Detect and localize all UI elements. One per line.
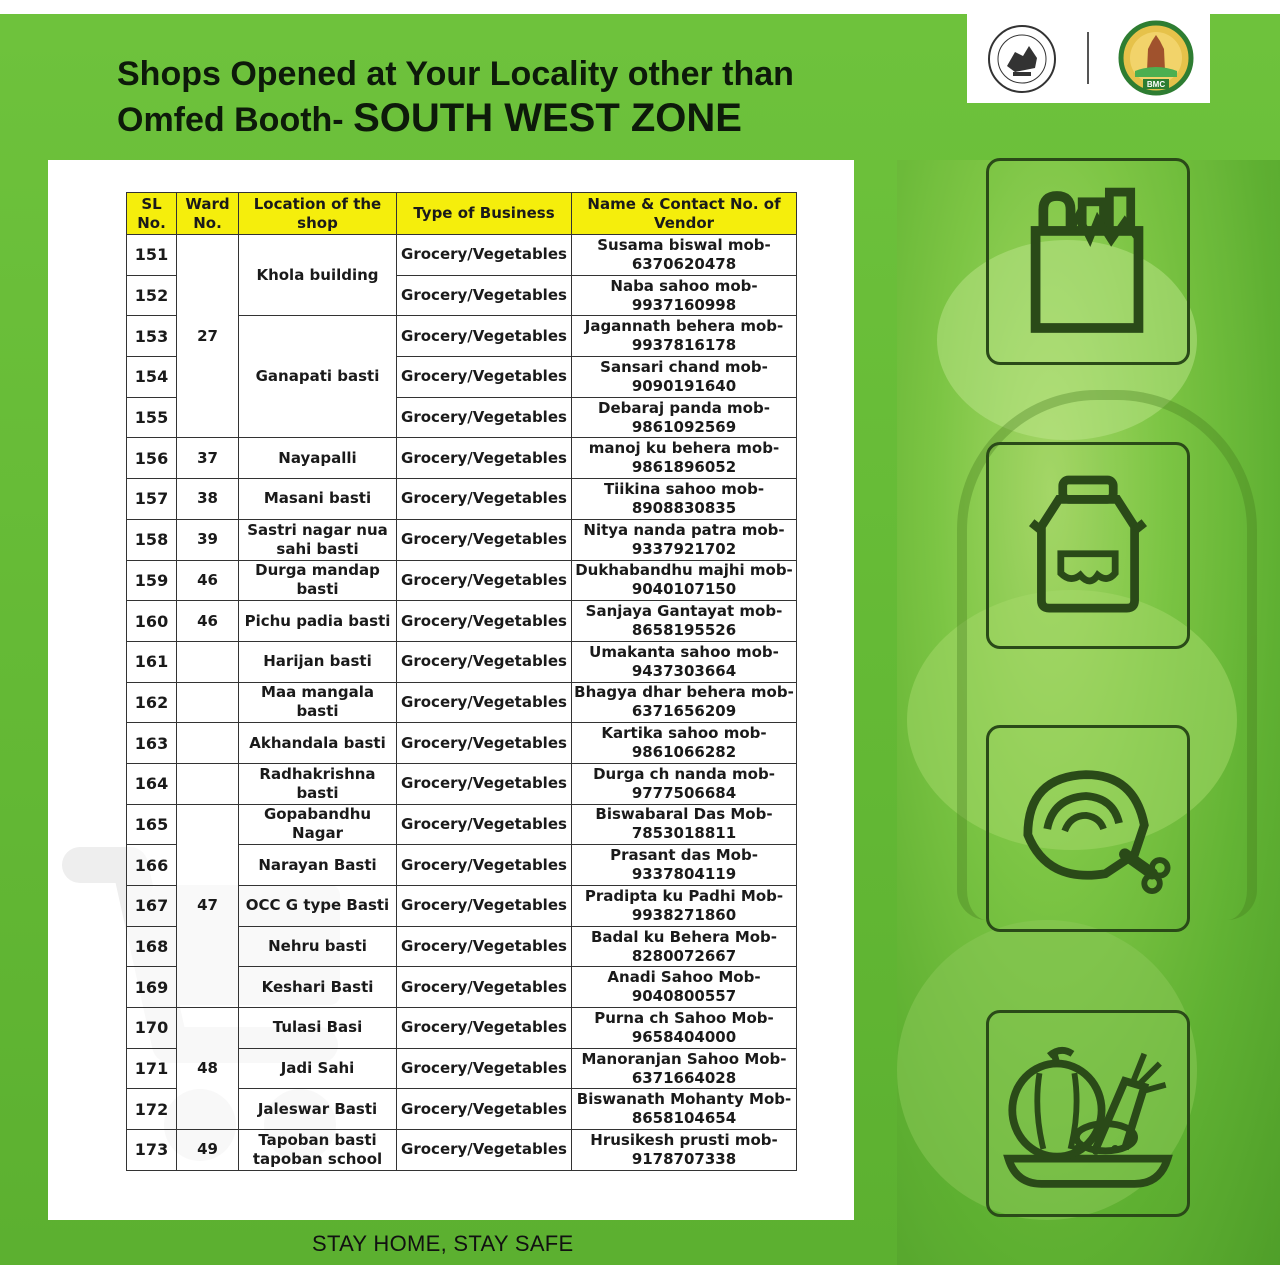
location-cell: Durga mandap basti (239, 560, 397, 601)
table-row (127, 519, 797, 560)
ward-cell: 38 (177, 479, 239, 520)
vendor-cell: manoj ku behera mob-9861896052 (572, 438, 797, 479)
vendor-cell: Manoranjan Sahoo Mob-6371664028 (572, 1048, 797, 1089)
location-cell: Tulasi Basi (239, 1008, 397, 1049)
sl-cell: 161 (127, 641, 177, 682)
table-row (127, 479, 797, 520)
table-row (127, 560, 797, 601)
ward-cell: 37 (177, 438, 239, 479)
ward-cell: 46 (177, 601, 239, 642)
ward-cell (177, 723, 239, 764)
meat-leg-icon (989, 728, 1187, 929)
type-cell: Grocery/Vegetables (397, 682, 572, 723)
type-cell: Grocery/Vegetables (397, 967, 572, 1008)
vendor-cell: Sanjaya Gantayat mob-8658195526 (572, 601, 797, 642)
location-cell: OCC G type Basti (239, 886, 397, 927)
vendor-cell: Naba sahoo mob-9937160998 (572, 275, 797, 316)
grocery-bag-icon (989, 161, 1187, 362)
vendor-cell: Tiikina sahoo mob-8908830835 (572, 479, 797, 520)
sl-cell: 165 (127, 804, 177, 845)
page-title (117, 52, 877, 142)
title-line-1: Shops Opened at Your Locality other than (117, 55, 794, 93)
ward-cell: 49 (177, 1130, 239, 1171)
sl-cell: 151 (127, 235, 177, 276)
type-cell: Grocery/Vegetables (397, 641, 572, 682)
table-row (127, 804, 797, 845)
vendor-cell: Biswabaral Das Mob-7853018811 (572, 804, 797, 845)
vendor-cell: Anadi Sahoo Mob-9040800557 (572, 967, 797, 1008)
vendor-cell: Dukhabandhu majhi mob-9040107150 (572, 560, 797, 601)
ward-cell: 46 (177, 560, 239, 601)
col-header-type: Type of Business (397, 193, 572, 235)
vegetable-bowl-icon (989, 1013, 1187, 1214)
table-header-row (127, 193, 797, 235)
logo-panel (967, 14, 1210, 103)
table-row (127, 641, 797, 682)
location-cell: Jadi Sahi (239, 1048, 397, 1089)
sl-cell: 154 (127, 357, 177, 398)
sl-cell: 152 (127, 275, 177, 316)
vendor-cell: Badal ku Behera Mob-8280072667 (572, 926, 797, 967)
vendor-cell: Sansari chand mob-9090191640 (572, 357, 797, 398)
milk-can-icon (989, 445, 1187, 646)
ward-cell (177, 763, 239, 804)
sl-cell: 170 (127, 1008, 177, 1049)
vendor-cell: Pradipta ku Padhi Mob-9938271860 (572, 886, 797, 927)
location-cell: Jaleswar Basti (239, 1089, 397, 1130)
location-cell: Gopabandhu Nagar (239, 804, 397, 845)
sl-cell: 157 (127, 479, 177, 520)
table-row (127, 1008, 797, 1049)
vendor-cell: Susama biswal mob-6370620478 (572, 235, 797, 276)
sl-cell: 173 (127, 1130, 177, 1171)
type-cell: Grocery/Vegetables (397, 1130, 572, 1171)
vendor-cell: Bhagya dhar behera mob-6371656209 (572, 682, 797, 723)
ward-cell: 47 (177, 804, 239, 1007)
vegetable-bowl-icon-box (986, 1010, 1190, 1217)
type-cell: Grocery/Vegetables (397, 560, 572, 601)
table-row (127, 438, 797, 479)
milk-can-icon-box (986, 442, 1190, 649)
location-cell: Masani basti (239, 479, 397, 520)
sl-cell: 156 (127, 438, 177, 479)
type-cell: Grocery/Vegetables (397, 845, 572, 886)
sl-cell: 158 (127, 519, 177, 560)
location-cell: Radhakrishna basti (239, 763, 397, 804)
sl-cell: 169 (127, 967, 177, 1008)
type-cell: Grocery/Vegetables (397, 235, 572, 276)
sl-cell: 168 (127, 926, 177, 967)
logo-divider (1087, 32, 1089, 84)
grocery-bag-icon-box (986, 158, 1190, 365)
table-row (127, 235, 797, 276)
sl-cell: 164 (127, 763, 177, 804)
vendor-cell: Jagannath behera mob-9937816178 (572, 316, 797, 357)
footer-slogan: STAY HOME, STAY SAFE (312, 1231, 574, 1256)
sl-cell: 171 (127, 1048, 177, 1089)
location-cell: Nayapalli (239, 438, 397, 479)
type-cell: Grocery/Vegetables (397, 357, 572, 398)
col-header-location: Location of the shop (239, 193, 397, 235)
vendor-cell: Nitya nanda patra mob-9337921702 (572, 519, 797, 560)
location-cell: Ganapati basti (239, 316, 397, 438)
svg-text:BMC: BMC (1146, 80, 1166, 89)
sl-cell: 159 (127, 560, 177, 601)
vendor-cell: Umakanta sahoo mob-9437303664 (572, 641, 797, 682)
type-cell: Grocery/Vegetables (397, 886, 572, 927)
location-cell: Maa mangala basti (239, 682, 397, 723)
type-cell: Grocery/Vegetables (397, 763, 572, 804)
vendor-cell: Hrusikesh prusti mob-9178707338 (572, 1130, 797, 1171)
odisha-govt-emblem-icon (985, 22, 1059, 96)
type-cell: Grocery/Vegetables (397, 804, 572, 845)
location-cell: Harijan basti (239, 641, 397, 682)
type-cell: Grocery/Vegetables (397, 723, 572, 764)
vendor-cell: Kartika sahoo mob-9861066282 (572, 723, 797, 764)
col-header-sl: SL No. (127, 193, 177, 235)
location-cell: Narayan Basti (239, 845, 397, 886)
type-cell: Grocery/Vegetables (397, 479, 572, 520)
shops-table (126, 192, 797, 1171)
sl-cell: 153 (127, 316, 177, 357)
table-row (127, 682, 797, 723)
vendor-cell: Prasant das Mob-9337804119 (572, 845, 797, 886)
location-cell: Nehru basti (239, 926, 397, 967)
table-row (127, 601, 797, 642)
ward-cell: 48 (177, 1008, 239, 1130)
ward-cell: 27 (177, 235, 239, 438)
type-cell: Grocery/Vegetables (397, 1089, 572, 1130)
vendor-cell: Purna ch Sahoo Mob-9658404000 (572, 1008, 797, 1049)
location-cell: Sastri nagar nua sahi basti (239, 519, 397, 560)
meat-leg-icon-box (986, 725, 1190, 932)
sl-cell: 160 (127, 601, 177, 642)
location-cell: Khola building (239, 235, 397, 316)
sl-cell: 167 (127, 886, 177, 927)
type-cell: Grocery/Vegetables (397, 926, 572, 967)
location-cell: Tapoban basti tapoban school (239, 1130, 397, 1171)
zone-name: SOUTH WEST ZONE (353, 96, 742, 140)
type-cell: Grocery/Vegetables (397, 1048, 572, 1089)
table-row (127, 1130, 797, 1171)
location-cell: Pichu padia basti (239, 601, 397, 642)
vendor-cell: Biswanath Mohanty Mob-8658104654 (572, 1089, 797, 1130)
vendor-cell: Debaraj panda mob-9861092569 (572, 397, 797, 438)
sl-cell: 163 (127, 723, 177, 764)
sl-cell: 166 (127, 845, 177, 886)
col-header-vendor: Name & Contact No. of Vendor (572, 193, 797, 235)
bmc-emblem-icon (1117, 19, 1195, 97)
type-cell: Grocery/Vegetables (397, 1008, 572, 1049)
table-row (127, 763, 797, 804)
sl-cell: 162 (127, 682, 177, 723)
type-cell: Grocery/Vegetables (397, 316, 572, 357)
location-cell: Akhandala basti (239, 723, 397, 764)
ward-cell (177, 641, 239, 682)
sl-cell: 155 (127, 397, 177, 438)
type-cell: Grocery/Vegetables (397, 275, 572, 316)
sl-cell: 172 (127, 1089, 177, 1130)
vendor-cell: Durga ch nanda mob-9777506684 (572, 763, 797, 804)
type-cell: Grocery/Vegetables (397, 397, 572, 438)
table-row (127, 723, 797, 764)
type-cell: Grocery/Vegetables (397, 519, 572, 560)
type-cell: Grocery/Vegetables (397, 438, 572, 479)
ward-cell: 39 (177, 519, 239, 560)
type-cell: Grocery/Vegetables (397, 601, 572, 642)
col-header-ward: Ward No. (177, 193, 239, 235)
ward-cell (177, 682, 239, 723)
location-cell: Keshari Basti (239, 967, 397, 1008)
title-line-2: Omfed Booth- (117, 101, 344, 139)
